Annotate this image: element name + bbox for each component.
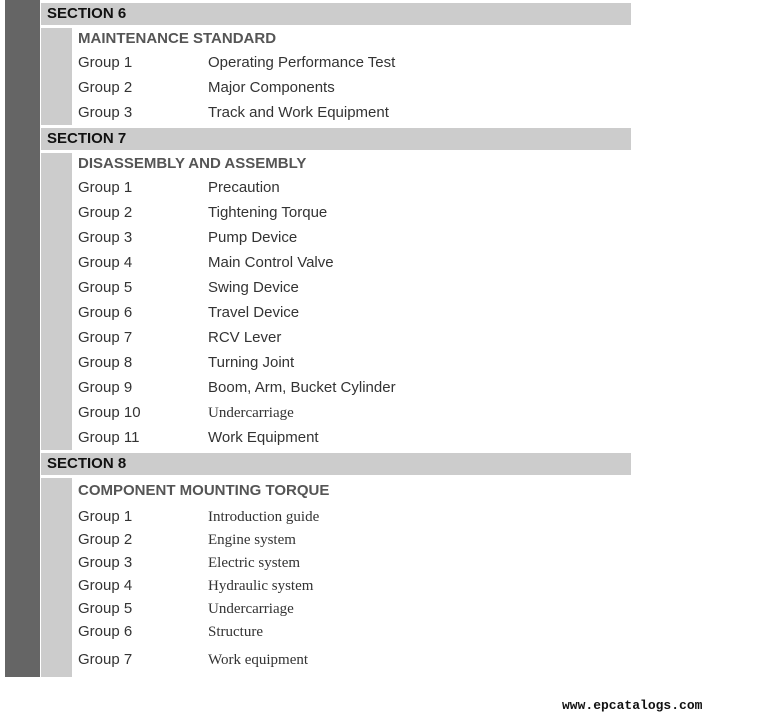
group-number: Group 1 [78, 179, 133, 196]
toc-row[interactable] [78, 506, 618, 528]
group-title: Electric system [208, 555, 301, 571]
section-8-title: SECTION 8 [47, 455, 127, 472]
group-number: Group 7 [78, 329, 133, 346]
toc-row[interactable] [78, 575, 618, 597]
toc-row[interactable] [78, 102, 618, 124]
toc-row[interactable] [78, 377, 618, 399]
group-number: Group 6 [78, 623, 133, 640]
section-8-header [41, 453, 631, 475]
section-6-group-block [41, 28, 72, 125]
toc-row[interactable] [78, 327, 618, 349]
toc-row[interactable] [78, 649, 618, 671]
section-6-subheading: MAINTENANCE STANDARD [78, 30, 277, 47]
group-title: Main Control Valve [208, 254, 334, 271]
group-title: Undercarriage [208, 601, 294, 617]
group-number: Group 1 [78, 54, 133, 71]
toc-row[interactable] [78, 227, 618, 249]
group-title: Introduction guide [208, 509, 320, 525]
group-title: Major Components [208, 79, 335, 96]
section-8-subheading: COMPONENT MOUNTING TORQUE [78, 482, 330, 499]
group-number: Group 1 [78, 508, 133, 525]
group-number: Group 3 [78, 554, 133, 571]
group-number: Group 3 [78, 104, 133, 121]
group-number: Group 5 [78, 279, 133, 296]
group-title: Track and Work Equipment [208, 104, 389, 121]
group-title: Boom, Arm, Bucket Cylinder [208, 379, 396, 396]
toc-row[interactable] [78, 177, 618, 199]
group-title: Work Equipment [208, 429, 319, 446]
group-number: Group 3 [78, 229, 133, 246]
section-7-group-block [41, 153, 72, 450]
group-number: Group 9 [78, 379, 133, 396]
toc-row[interactable] [78, 552, 618, 574]
group-title: RCV Lever [208, 329, 282, 346]
group-number: Group 5 [78, 600, 133, 617]
group-number: Group 7 [78, 651, 133, 668]
group-title: Engine system [208, 532, 296, 548]
section-8-group-block [41, 478, 72, 677]
group-number: Group 4 [78, 254, 133, 271]
toc-row[interactable] [78, 277, 618, 299]
group-number: Group 2 [78, 531, 133, 548]
group-number: Group 6 [78, 304, 133, 321]
toc-row[interactable] [78, 252, 618, 274]
toc-row[interactable] [78, 202, 618, 224]
toc-row[interactable] [78, 621, 618, 643]
section-6-title: SECTION 6 [47, 5, 127, 22]
toc-row[interactable] [78, 352, 618, 374]
group-number: Group 8 [78, 354, 133, 371]
toc-row[interactable] [78, 52, 618, 74]
section-7-header [41, 128, 631, 150]
toc-row[interactable] [78, 402, 618, 424]
group-title: Travel Device [208, 304, 300, 321]
group-title: Undercarriage [208, 405, 294, 421]
footer-website-link[interactable]: www.epcatalogs.com [562, 698, 703, 713]
group-number: Group 2 [78, 204, 133, 221]
section-7-subheading: DISASSEMBLY AND ASSEMBLY [78, 155, 307, 172]
group-title: Swing Device [208, 279, 299, 296]
section-7-title: SECTION 7 [47, 130, 127, 147]
toc-row[interactable] [78, 598, 618, 620]
group-title: Work equipment [208, 652, 309, 668]
group-title: Operating Performance Test [208, 54, 396, 71]
group-title: Pump Device [208, 229, 298, 246]
group-title: Hydraulic system [208, 578, 314, 594]
group-number: Group 2 [78, 79, 133, 96]
toc-row[interactable] [78, 427, 618, 449]
group-title: Precaution [208, 179, 280, 196]
group-title: Structure [208, 624, 263, 640]
toc-row[interactable] [78, 529, 618, 551]
group-number: Group 11 [78, 429, 140, 446]
group-title: Turning Joint [208, 354, 295, 371]
left-sidebar-bar [5, 0, 40, 677]
group-title: Tightening Torque [208, 204, 328, 221]
group-number: Group 4 [78, 577, 133, 594]
toc-row[interactable] [78, 302, 618, 324]
group-number: Group 10 [78, 404, 141, 421]
toc-row[interactable] [78, 77, 618, 99]
section-6-header [41, 3, 631, 25]
